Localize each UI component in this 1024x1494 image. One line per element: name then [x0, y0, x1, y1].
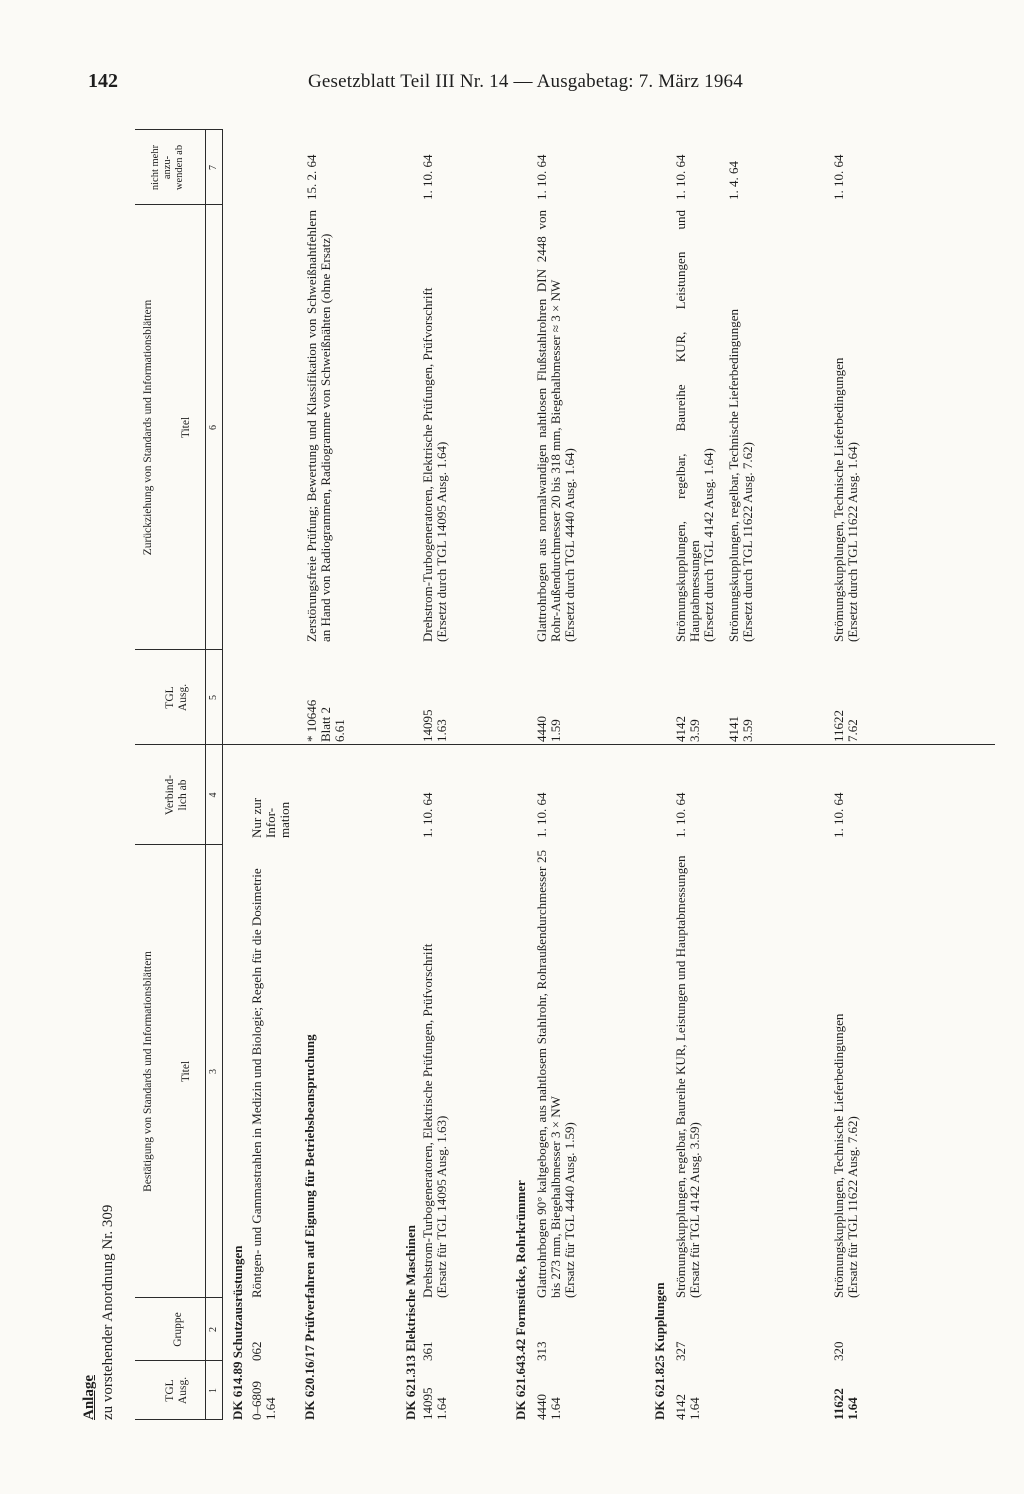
cell-withdrawn-ab: 1. 10. 64 [673, 154, 688, 200]
header-col3: Titel [180, 1060, 192, 1083]
cell-titel: Strömungskupplungen, regelbar, Baureihe KUR, Leistungen und Hauptabmessungen (Ersatz für TGL 4142 Ausg. 3.59) [673, 855, 702, 1298]
column-number: 2 [208, 1327, 219, 1332]
column-number: 1 [208, 1388, 219, 1393]
cell-gruppe: 062 [249, 1341, 264, 1361]
cell-gruppe: 320 [831, 1341, 846, 1361]
cell-withdrawn-titel: Glattrohrbogen aus normalwandigen nahtlosen Flußstahlrohren DIN 2448 von Rohr-Außendurchmesser 20 bis 318 mm, Biegehalbmesser ≈ 3 × NW (Ersetzt durch TGL 4440 Ausg. 1.64) [534, 210, 577, 642]
cell-verbindlich: 1. 10. 64 [420, 792, 435, 838]
cell-verbindlich: 1. 10. 64 [673, 792, 688, 838]
header-col7: nicht mehr anzu- wenden ab [150, 144, 185, 191]
cell-tgl: 4440 1.64 [534, 1394, 563, 1420]
annex-block [80, 1205, 118, 1420]
column-number: 7 [208, 165, 219, 170]
cell-withdrawn-ab: 1. 4. 64 [726, 161, 741, 200]
running-head: Gesetzblatt Teil III Nr. 14 — Ausgabetag: 7. März 1964 [308, 71, 743, 92]
section-heading: DK 621.313 Elektrische Maschinen [403, 1225, 418, 1420]
cell-withdrawn-ab: 1. 10. 64 [420, 154, 435, 200]
section-heading: DK 621.643.42 Formstücke, Rohrkrümmer [513, 1180, 528, 1420]
cell-gruppe: 327 [673, 1341, 688, 1361]
cell-titel: Strömungskupplungen, Technische Lieferbedingungen (Ersatz für TGL 11622 Ausg. 7.62) [831, 1013, 860, 1298]
section-heading: DK 614.89 Schutzausrüstungen [230, 1245, 245, 1420]
rule [205, 130, 206, 1420]
cell-titel: Drehstrom-Turbogeneratoren, Elektrische Prüfungen, Prüfvorschrift (Ersatz für TGL 14095 Ausg. 1.63) [420, 943, 449, 1298]
cell-tgl: 4142 1.64 [673, 1394, 702, 1420]
cell-verbindlich: Nur zur Infor- mation [249, 797, 292, 838]
cell-gruppe: 361 [420, 1341, 435, 1361]
cell-titel: Glattrohrbogen 90° kaltgebogen, aus nahtlosem Stahlrohr, Rohraußendurchmesser 25 bis 273 mm, Biegehalbmesser 3 × NW (Ersatz für TGL 4440 Ausg. 1.59) [534, 850, 577, 1298]
column-number: 3 [208, 1069, 219, 1074]
header-right-group: Zurückziehung von Standards und Informationsblättern [142, 299, 154, 556]
rule [222, 130, 223, 1420]
page-number: 142 [88, 70, 118, 92]
cell-verbindlich: 1. 10. 64 [534, 792, 549, 838]
annex-title: Anlage [81, 1375, 97, 1420]
section-heading: DK 620.16/17 Prüfverfahren auf Eignung für Betriebsbeanspruchung [302, 1034, 317, 1420]
cell-withdrawn-titel: Strömungskupplungen, Technische Lieferbedingungen (Ersetzt durch TGL 11622 Ausg. 1.64) [831, 357, 860, 642]
cell-withdrawn-tgl: 11622 7.62 [831, 709, 860, 742]
cell-tgl: 14095 1.64 [420, 1387, 449, 1420]
cell-withdrawn-titel: Drehstrom-Turbogeneratoren, Elektrische Prüfungen, Prüfvorschrift (Ersetzt durch TGL 14095 Ausg. 1.64) [420, 287, 449, 642]
header-left-group: Bestätigung von Standards und Informationsblättern [142, 951, 154, 1192]
column-number: 4 [208, 792, 219, 798]
cell-verbindlich: 1. 10. 64 [831, 792, 846, 838]
header-col2: Gruppe [172, 1312, 184, 1347]
cell-titel: Röntgen- und Gammastrahlen in Medizin und Biologie; Regeln für die Dosimetrie [249, 868, 264, 1298]
rotated-table-area [80, 130, 940, 1420]
cell-withdrawn-ab: 1. 10. 64 [534, 154, 549, 200]
cell-gruppe: 313 [534, 1341, 549, 1361]
cell-withdrawn-ab: 15. 2. 64 [304, 154, 319, 200]
cell-withdrawn-titel: Strömungskupplungen, regelbar, Baureihe KUR, Leistungen und Hauptabmessungen (Ersetzt durch TGL 4142 Ausg. 1.64) [673, 210, 716, 642]
column-number: 6 [208, 425, 219, 430]
rule [135, 744, 995, 745]
section-heading: DK 621.825 Kupplungen [652, 1282, 667, 1420]
header-col5: TGL Ausg. [164, 683, 189, 712]
cell-withdrawn-tgl: 4141 3.59 [726, 716, 755, 742]
cell-withdrawn-titel: Strömungskupplungen, regelbar, Technische Lieferbedingungen (Ersetzt durch TGL 11622 Ausg. 7.62) [726, 309, 755, 642]
cell-withdrawn-tgl: * 10646 Blatt 2 6.61 [304, 699, 347, 742]
column-number: 5 [208, 695, 219, 700]
cell-tgl: 11622 1.64 [831, 1388, 860, 1420]
annex-subtitle: zu vorstehender Anordnung Nr. 309 [100, 1204, 116, 1420]
cell-withdrawn-ab: 1. 10. 64 [831, 154, 846, 200]
cell-withdrawn-tgl: 14095 1.63 [420, 709, 449, 742]
cell-withdrawn-tgl: 4440 1.59 [534, 716, 563, 742]
header-col4: Verbind- lich ab [164, 774, 189, 816]
header-col6: Titel [180, 416, 192, 439]
cell-tgl: 0–6809 1.64 [249, 1381, 278, 1420]
cell-withdrawn-titel: Zerstörungsfreie Prüfung; Bewertung und Klassifikation von Schweißnahtfehlern an Hand von Radiogrammen, Radiogramme von Schweißnähten (ohne Ersatz) [304, 210, 333, 642]
header-col1: TGL Ausg. [164, 1376, 189, 1405]
cell-withdrawn-tgl: 4142 3.59 [673, 716, 702, 742]
